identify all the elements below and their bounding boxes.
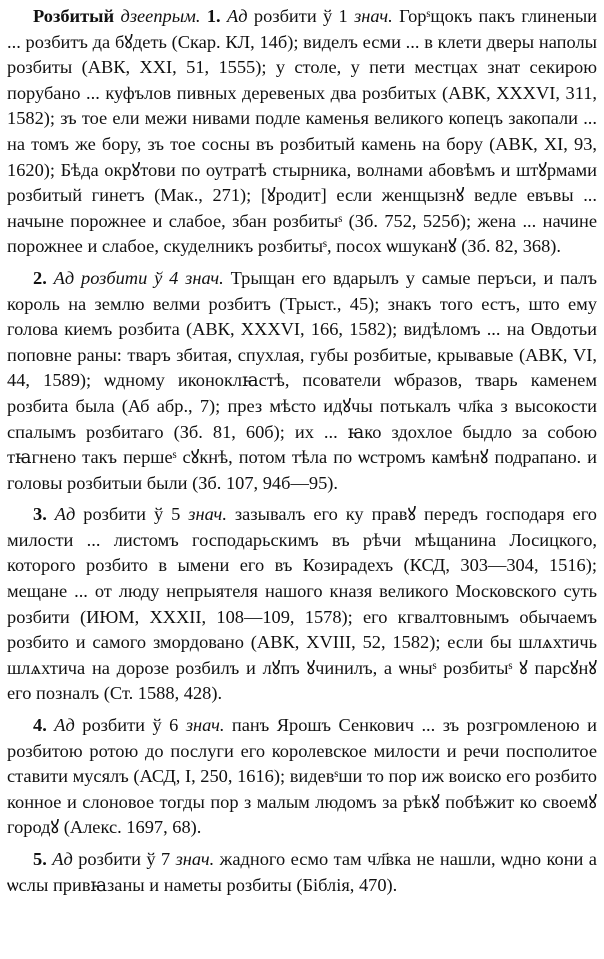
- sense-label: Ад: [227, 6, 248, 26]
- entry-sense-1: [7, 4, 597, 260]
- sense-citations: Трыщан его вдарылъ у самые перъси, и палъ король на землю велми розбитъ (Трыст., 45); знакъ того естъ, што ему голова киемъ розбита (АВК, XXXVI, 166, 1582); видѣломъ ... на Овдотьи поповне раны: тваръ збитая, спухлая, губы розбитые, крывавые (АВК, VI, 44, 1589); ѡдному иконоклꙗстѣ, псователи ѡбразов, тварь каменем розбита была (Аб абр., 7); през мѣсто идꙋчы потькалъ чл҃ка з высокости спалымъ розбитаго (Зб. 81, 60б); их ... ꙗко здохлое быдло за собою тꙗгнено такъ першеˢ сꙋкнѣ, потом тѣла по ѡстромъ камѣнꙋ подрапано. и головы розбитыи были (Зб. 107, 94б—95).: [7, 267, 597, 493]
- sense-reference-label: знач.: [185, 715, 225, 736]
- sense-reference: розбити ў 5: [83, 504, 181, 525]
- sense-reference: розбити ў 1: [253, 6, 348, 26]
- part-of-speech: дзеепрым.: [120, 6, 201, 26]
- sense-label: Ад: [52, 849, 73, 869]
- sense-label: Ад: [53, 267, 75, 288]
- sense-number: 1.: [206, 6, 221, 26]
- sense-reference-label: знач.: [354, 6, 393, 26]
- sense-reference: розбити ў 7: [78, 849, 171, 869]
- headword: Розбитый: [33, 6, 115, 26]
- entry-sense-5: [7, 847, 597, 898]
- sense-citations: панъ Ярошъ Сенкович ... зъ розгромленою и розбитою ротою до послуги его королевское милости и речи посполитое ставити мусялъ (АСД, I, 250, 1616); видевˢши то пор иж воиско его розбито конное и слоновое тогды пор з малым людомъ за рѣкꙋ побѣжит ко своемꙋ городꙋ (Алекс. 1697, 68).: [7, 715, 597, 838]
- sense-number: 3.: [33, 504, 47, 525]
- sense-reference-label: знач.: [175, 849, 215, 869]
- sense-number: 5.: [33, 849, 47, 869]
- sense-citations: зазывалъ его ку правꙋ передъ господаря его милости ... листомъ господарьскимъ въ рѣчи мѣщанина Лосицкого, которого розбито в ымени его въ Козирадехъ (КСД, 303—304, 1516); мещане ... от люду непрыятеля нашого кназя великого Московского суть розбити (ИЮМ, XXXII, 108—109, 1578); его кгвалтовнымъ обычаемъ розбито и самого змордовано (АВК, XVIII, 52, 1582); если бы шлѧхтичь шлѧхтича на дорозе розбилъ и лꙋпъ ꙋчинилъ, а ѡныˢ розбитыˢ ꙋ парсꙋнꙋ его позналъ (Ст. 1588, 428).: [7, 504, 597, 704]
- entry-sense-3: [7, 502, 597, 707]
- entry-sense-4: [7, 713, 597, 841]
- sense-citations: Горˢщокъ пакъ глиненыи ... розбитъ да бꙋдеть (Скар. КЛ, 14б); виделъ есми ... в клети дверы наполы розбиты (АВК, XXI, 51, 1555); у столе, у пети местцах знат секирою порубано ... куфълов пивных деревеных два розбитых (АВК, XXXVI, 311, 1582); зъ тое ели межи нивами подле каменья великого копецъ закопали ... на томъ же бору, зъ тое сосны въ розбитый камень на бору (АВК, XI, 93, 1620); Бѣда окрꙋтови по оутратѣ стырника, волнами абовѣмъ и штꙋрмами розбитый гинетъ (Мак., 271); [ꙋродит] если женщызнꙋ ведле евъвы ... начыне порожнее и слабое, збан розбитыˢ (Зб. 752, 525б); жена ... начине порожнее и слабое, скуделникъ розбитыˢ, посох ѡшуканꙋ (Зб. 82, 368).: [7, 6, 598, 257]
- sense-reference: розбити ў 6: [82, 715, 179, 736]
- sense-number: 4.: [33, 715, 47, 736]
- sense-number: 2.: [33, 267, 47, 288]
- sense-reference: розбити ў 4: [81, 267, 179, 288]
- entry-sense-2: [7, 266, 597, 496]
- sense-label: Ад: [54, 715, 75, 736]
- sense-label: Ад: [54, 504, 76, 525]
- sense-reference-label: знач.: [188, 504, 227, 525]
- sense-citations: жадного есмо там чл҃вка не нашли, ѡдно кони а ѡслы привꙗзаны и наметы розбиты (Біблія, 470).: [7, 849, 597, 895]
- sense-reference-label: знач.: [185, 267, 224, 288]
